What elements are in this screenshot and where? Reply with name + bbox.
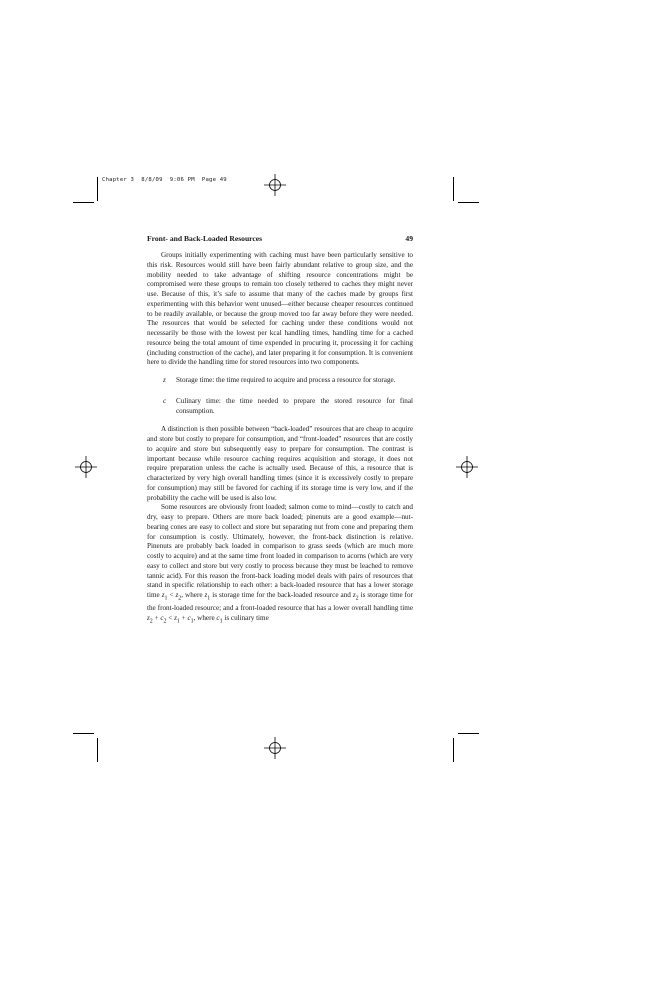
math-subscript: 2 xyxy=(355,595,359,602)
crop-mark-bottom-left-horizontal xyxy=(73,733,94,734)
running-head-title: Front- and Back-Loaded Resources xyxy=(147,234,263,243)
paragraph-text: is storage time for the front-loaded resource; and a front-loaded resource that has a lower overall handling time xyxy=(147,591,413,613)
math-subscript: 2 xyxy=(163,618,167,625)
paragraph-text: Some resources are obviously front loaded; salmon come to mind—costly to catch and dry, easy to prepare. Others are more back loaded; pinenuts are a good example—nut-bearing cones are easy to collect and store but separating nut from cone and preparing them for consumption is costly. Ultimately, however, the front-back distinction is relative. Pinenuts are probably back loaded in comparison to grass seeds (which are much more costly to acquire) and at the same time front loaded in comparison to acorns (which are very easy to collect and store but very costly to process because they must be leached to remove tannic acid). For this reason the front-back loading model deals with pairs of resources that stand in specific relationship to each other: a back-loaded resource that has a lower storage time xyxy=(147,503,413,599)
crop-mark-top-left-horizontal xyxy=(73,202,94,203)
math-subscript: 1 xyxy=(219,618,223,625)
running-head xyxy=(147,234,413,244)
paragraph-text: , where xyxy=(181,591,205,599)
crop-mark-bottom-left-vertical xyxy=(97,738,98,762)
page-number: 49 xyxy=(405,234,413,243)
math-operator: + xyxy=(179,613,188,622)
body-paragraph: Groups initially experimenting with caching must have been particularly sensitive to this risk. Resources would still have been fairly abundant relative to group size, and the mobility needed to take advantage of shifting resource concentrations might be compromised were these groups to remain too closely tethered to caches they might never use. Because of this, it’s safe to assume that many of the caches made by groups first experimenting with this behavior went unused—either because cheaper resources continued to be readily available, or because the group moved too far away before they were needed. The resources that would be selected for caching under these conditions would not necessarily be those with the lowest per kcal handling times, handling time for a cached resource being the total amount of time expended in procuring it, processing it for caching (including construction of the cache), and later preparing it for consumption. It is convenient here to divide the handling time for stored resources into two components. xyxy=(147,251,413,367)
body-paragraph: A distinction is then possible between “back-loaded” resources that are cheap to acquire and store but costly to prepare for consumption, and “front-loaded” resources that are costly to acquire and store but subsequently easy to prepare for consumption. The contrast is important because while resource caching requires acquisition and storage, it does not require preparation unless the cache is actually used. Because of this, a resource that is characterized by very high overall handling times (since it is excessively costly to prepare for consumption) may still be favored for caching if its storage time is very low, and if the probability the cache will be used is also low. xyxy=(147,425,413,502)
math-var: z xyxy=(147,613,150,622)
math-operator: + xyxy=(152,613,161,622)
crop-mark-top-left-vertical xyxy=(97,177,98,201)
book-page xyxy=(147,234,413,627)
math-subscript: 1 xyxy=(207,595,211,602)
crop-mark-top-right-vertical xyxy=(453,177,454,201)
list-marker: z xyxy=(163,376,166,384)
math-var: c xyxy=(160,613,164,622)
printer-slug: Chapter 3 8/8/09 9:06 PM Page 49 xyxy=(102,177,227,183)
list-marker: c xyxy=(163,396,167,405)
math-var: z xyxy=(204,591,208,599)
list-item-text: Culinary time: the time needed to prepare the stored resource for final consumption. xyxy=(176,396,413,415)
crop-mark-bottom-right-vertical xyxy=(453,738,454,762)
math-var: z xyxy=(352,591,356,599)
math-var: z xyxy=(161,591,165,599)
paragraph-text: , where xyxy=(193,613,217,622)
math-var: c xyxy=(187,613,191,622)
crop-mark-top-right-horizontal xyxy=(458,202,479,203)
crop-mark-bottom-right-horizontal xyxy=(458,733,479,734)
math-var: c xyxy=(216,613,220,622)
math-subscript: 1 xyxy=(190,618,194,625)
registration-mark-left-icon xyxy=(75,456,97,478)
math-operator: < xyxy=(166,613,175,622)
math-var: z xyxy=(174,613,177,622)
list-item xyxy=(147,397,413,417)
list-item-text: Storage time: the time required to acquire and process a resource for storage. xyxy=(176,376,396,384)
registration-mark-right-icon xyxy=(456,456,478,478)
math-operator: < xyxy=(167,591,176,599)
math-subscript: 2 xyxy=(178,595,182,602)
math-subscript: 2 xyxy=(149,618,153,625)
paragraph-text: is culinary time xyxy=(222,613,269,622)
handling-time-components-list xyxy=(147,376,413,416)
math-subscript: 1 xyxy=(164,595,168,602)
math-var: z xyxy=(175,591,179,599)
body-paragraph-with-math xyxy=(147,503,413,627)
list-item xyxy=(147,376,413,386)
registration-mark-bottom-icon xyxy=(264,737,286,759)
math-subscript: 1 xyxy=(176,618,180,625)
paragraph-text: is storage time for the back-loaded resource and xyxy=(210,591,353,599)
registration-mark-top-icon xyxy=(264,174,286,196)
